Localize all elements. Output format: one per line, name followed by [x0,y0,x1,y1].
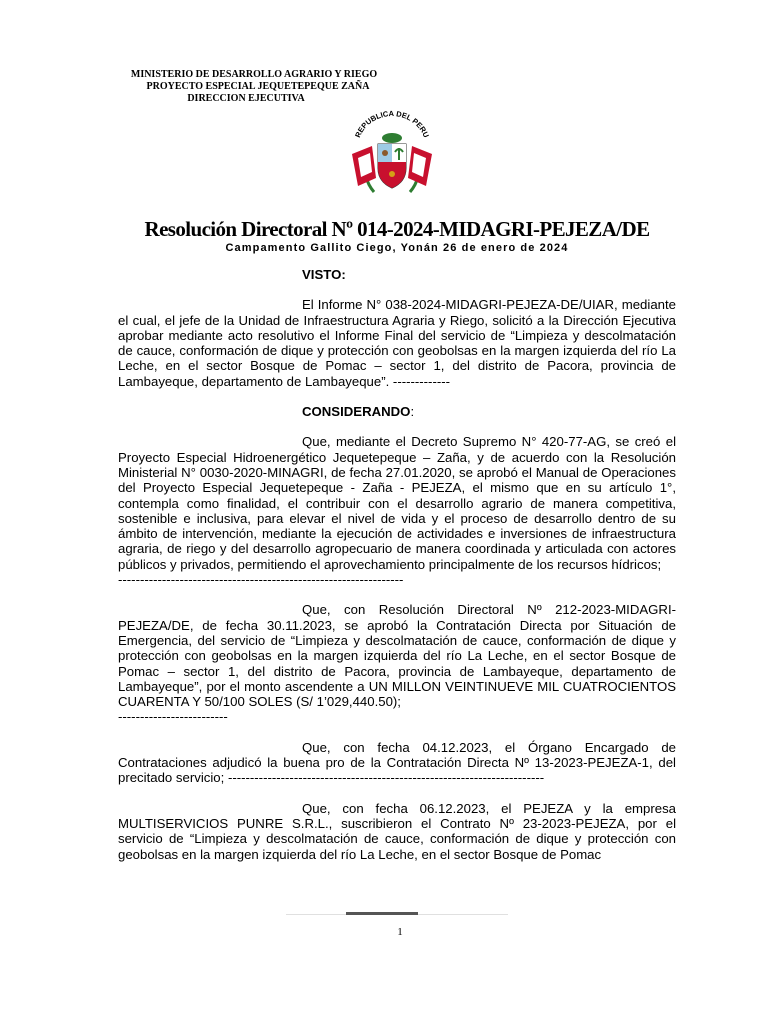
considerando-paragraph-2 [118,602,676,709]
c2-rest: PEJEZA/DE, de fecha 30.11.2023, se aprobó la Contratación Directa por Situación de Emergencia, del servicio de “Limpieza y descolmatación de cauce, conformación de dique y protección con geobolsas en la margen izquierda del río La Leche, en el sector Bosque de Pomac – sector 1, del distrito de Pacora, provincia de Lambayeque, departamento de Lambayeque”, por el monto ascendente a UN MILLON VEINTINUEVE MIL CUATROCIENTOS CUARENTA Y 50/100 SOLES (S/ 1’029,440.50); [118,617,676,710]
place-date: Campamento Gallito Ciego, Yonán 26 de enero de 2024 [225,242,569,254]
c4-rest: MULTISERVICIOS PUNRE S.R.L., suscribieron el Contrato Nº 23-2023-PEJEZA, por el servicio de “Limpieza y descolmatación de cauce, conformación de dique y protección con geobolsas en la margen izquierda del río La Leche, en el sector Bosque de Pomac [118,815,676,862]
c2-first-line: Que, con Resolución Directoral Nº 212-2023-MIDAGRI- [302,602,676,618]
c3-rest: Contrataciones adjudicó la buena pro de la Contratación Directa Nº 13-2023-PEJEZA-1, del precitado servicio; ------------------------------------------------------------------------ [118,755,676,786]
c2-dashes: ------------------------- [118,709,228,725]
svg-text:REPUBLICA DEL PERU: REPUBLICA DEL PERU [353,108,431,139]
footer-mark [346,912,418,915]
header-ministry: MINISTERIO DE DESARROLLO AGRARIO Y RIEGO [130,69,378,80]
considerando-paragraph-4 [118,801,676,862]
c3-first-line: Que, con fecha 04.12.2023, el Órgano Encargado de [302,739,676,755]
c1-first-line: Que, mediante el Decreto Supremo N° 420-77-AG, se creó [302,434,661,450]
institution-header [108,69,408,105]
considerando-colon: : [410,404,415,420]
considerando-paragraph-1 [118,434,676,572]
resolution-title: Resolución Directoral Nº 014-2024-MIDAGRI-PEJEZA/DE [144,217,650,241]
visto-first-line: El Informe N° 038-2024-MIDAGRI-PEJEZA-DE/UIAR, [302,297,618,313]
visto-paragraph [118,297,676,389]
header-project: PROYECTO ESPECIAL JEQUETEPEQUE ZAÑA [146,81,370,92]
visto-rest: mediante el cual, el jefe de la Unidad de Infraestructura Agraria y Riego, solicitó a la Dirección Ejecutiva aprobar mediante acto resolutivo el Informe Final del servicio de “Limpieza y descolmatación de cauce, conformación de dique y protección con geobolsas en la margen izquierda del río La Leche, en el sector Bosque de Pomac – sector 1, del distrito de Pacora, provincia de Lambayeque, departamento de Lambayeque”. ------------- [118,297,676,389]
considerando-label: CONSIDERANDO [302,404,411,420]
header-direction: DIRECCION EJECUTIVA [187,93,305,104]
document-body [118,267,676,862]
peru-coat-of-arms-icon [344,108,440,200]
c4-first-line: Que, con fecha 06.12.2023, el PEJEZA y la empresa [302,800,676,816]
c1-rest: el Proyecto Especial Hidroenergético Jequetepeque – Zaña, y de acuerdo con la Resolución Ministerial N° 0030-2020-MINAGRI, de fecha 27.01.2020, se aprobó el Manual de Operaciones del Proyecto Especial Jequetepeque - Zaña - PEJEZA, el mismo que en su artículo 1°, contempla como finalidad, el contribuir con el desarrollo agrario de manera competitiva, sostenible e inclusiva, para elevar el nivel de vida y el proceso de desarrollo dentro de su ámbito de intervención, mediante la ejecución de actividades e inversiones de infraestructura agraria, de riego y del desarrollo agropecuario de manera coordinada y articulada con actores públicos y privados, permitiendo el aprovechamiento principalmente de los recursos hídricos; [118,434,677,572]
visto-heading: VISTO: [302,267,346,282]
considerando-paragraph-3 [118,740,676,786]
page-number: 1 [397,926,403,938]
c1-dashes: ----------------------------------------------------------------- [118,572,404,588]
considerando-heading [118,404,676,419]
